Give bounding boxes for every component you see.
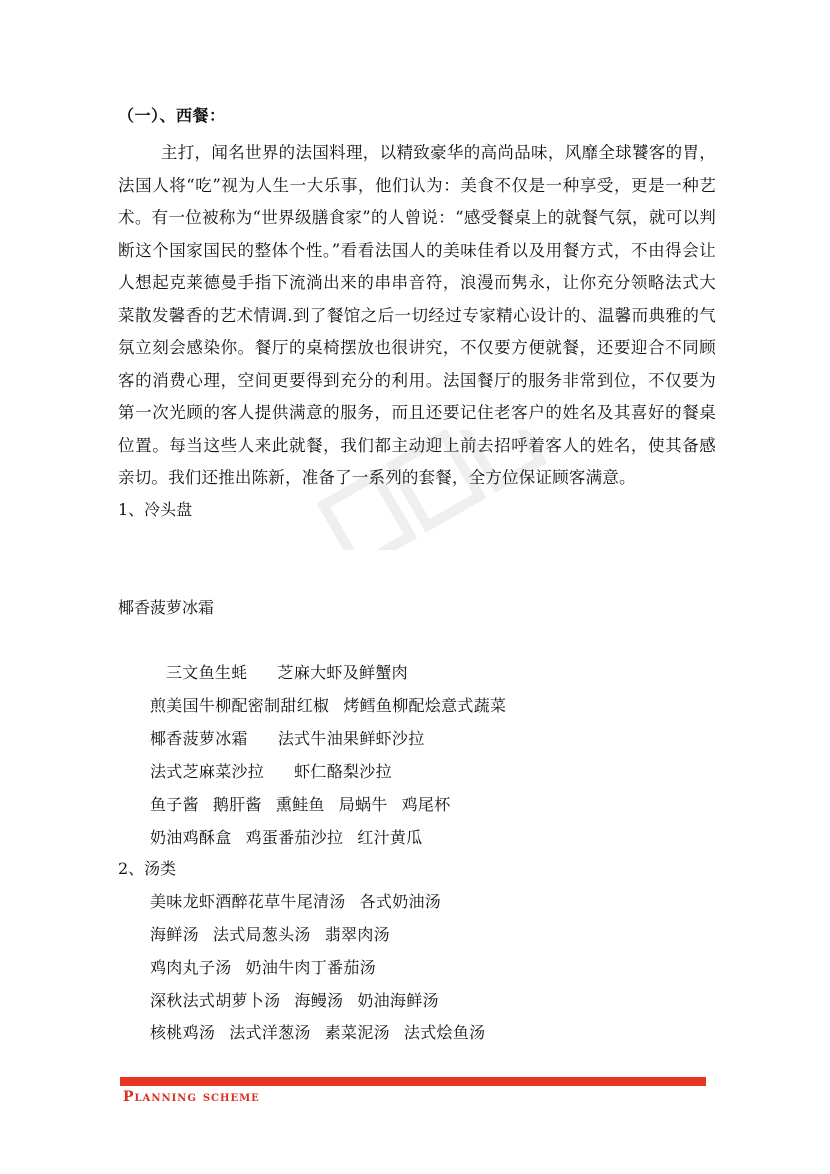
menu-item: 美味龙虾酒醉花草牛尾清汤 xyxy=(150,892,346,911)
menu-item: 奶油海鲜汤 xyxy=(357,991,439,1010)
cold-dish-line-4 xyxy=(150,760,392,784)
cold-dish-line-2 xyxy=(150,694,506,718)
cold-dish-line-6 xyxy=(150,826,423,850)
cold-dish-line-5 xyxy=(150,793,451,817)
menu-item: 奶油牛肉丁番茄汤 xyxy=(245,958,376,977)
section-heading: （一）、西餐： xyxy=(118,106,226,125)
menu-item: 鸡蛋番茄沙拉 xyxy=(245,828,344,847)
menu-item: 红汁黄瓜 xyxy=(357,828,423,847)
menu-item: 奶油鸡酥盒 xyxy=(150,828,232,847)
featured-dish: 椰香菠萝冰霜 xyxy=(118,598,215,617)
soup-line-3 xyxy=(150,956,376,980)
footer-label: Planning scheme xyxy=(123,1089,260,1105)
menu-item: 芝麻大虾及鲜蟹肉 xyxy=(277,663,408,682)
menu-item: 深秋法式胡萝卜汤 xyxy=(150,991,281,1010)
menu-item: 鱼子酱 xyxy=(150,795,199,814)
menu-item: 三文鱼生蚝 xyxy=(166,663,248,682)
soup-line-4 xyxy=(150,989,439,1013)
soups-heading: 2、汤类 xyxy=(118,859,177,878)
menu-item: 海鲜汤 xyxy=(150,925,199,944)
menu-item: 素菜泥汤 xyxy=(324,1023,390,1042)
menu-item: 法式烩鱼汤 xyxy=(403,1023,486,1042)
soup-line-2 xyxy=(150,923,390,947)
menu-item: 法式洋葱汤 xyxy=(229,1023,311,1042)
menu-item: 煎美国牛柳配密制甜红椒 xyxy=(150,696,330,715)
menu-item: 鸡肉丸子汤 xyxy=(150,958,232,977)
menu-item: 法式芝麻菜沙拉 xyxy=(150,762,265,781)
menu-item: 海鳗汤 xyxy=(294,991,344,1010)
intro-paragraph: 主打，闻名世界的法国料理，以精致豪华的高尚品味，风靡全球饕客的胃，法国人将“吃”视为人生一大乐事，他们认为：美食不仅是一种享受，更是一种艺术。有一位被称为“世界级膳食家”的人曾说：“感受餐桌上的就餐气氛，就可以判断这个国家国民的整体个性。”看看法国人的美味佳肴以及用餐方式，不由得会让人想起克莱德曼手指下流淌出来的串串音符，浪漫而隽永，让你充分领略法式大菜散发馨香的艺术情调.到了餐馆之后一切经过专家精心设计的、温馨而典雅的气氛立刻会感染你。餐厅的桌椅摆放也很讲究，不仅要方便就餐，还要迎合不同顾客的消费心理，空间更要得到充分的利用。法国餐厅的服务非常到位，不仅要为第一次光顾的客人提供满意的服务，而且还要记住老客户的姓名及其喜好的餐桌位置。每当这些人来此就餐，我们都主动迎上前去招呼着客人的姓名，使其备感亲切。我们还推出陈新，准备了一系列的套餐，全方位保证顾客满意。 xyxy=(118,143,716,487)
footer-accent-bar xyxy=(120,1077,706,1086)
menu-item: 鸡尾杯 xyxy=(401,795,451,814)
soup-line-5 xyxy=(150,1021,485,1045)
menu-item: 局蜗牛 xyxy=(338,795,388,814)
menu-item: 椰香菠萝冰霜 xyxy=(150,729,248,748)
cold-dish-line-1 xyxy=(166,661,408,685)
menu-item: 翡翠肉汤 xyxy=(324,925,390,944)
menu-item: 鹅肝酱 xyxy=(212,795,262,814)
menu-item: 各式奶油汤 xyxy=(359,892,442,911)
menu-item: 虾仁酪梨沙拉 xyxy=(294,762,392,781)
menu-item: 法式牛油果鲜虾沙拉 xyxy=(277,729,425,748)
soup-line-1 xyxy=(150,890,441,914)
cold-dish-line-3 xyxy=(150,727,425,751)
menu-item: 法式局葱头汤 xyxy=(212,925,311,944)
menu-item: 熏鲑鱼 xyxy=(275,795,325,814)
cold-dishes-heading: 1、冷头盘 xyxy=(118,500,193,519)
menu-item: 核桃鸡汤 xyxy=(150,1023,216,1042)
menu-item: 烤鳕鱼柳配烩意式蔬菜 xyxy=(343,696,507,715)
